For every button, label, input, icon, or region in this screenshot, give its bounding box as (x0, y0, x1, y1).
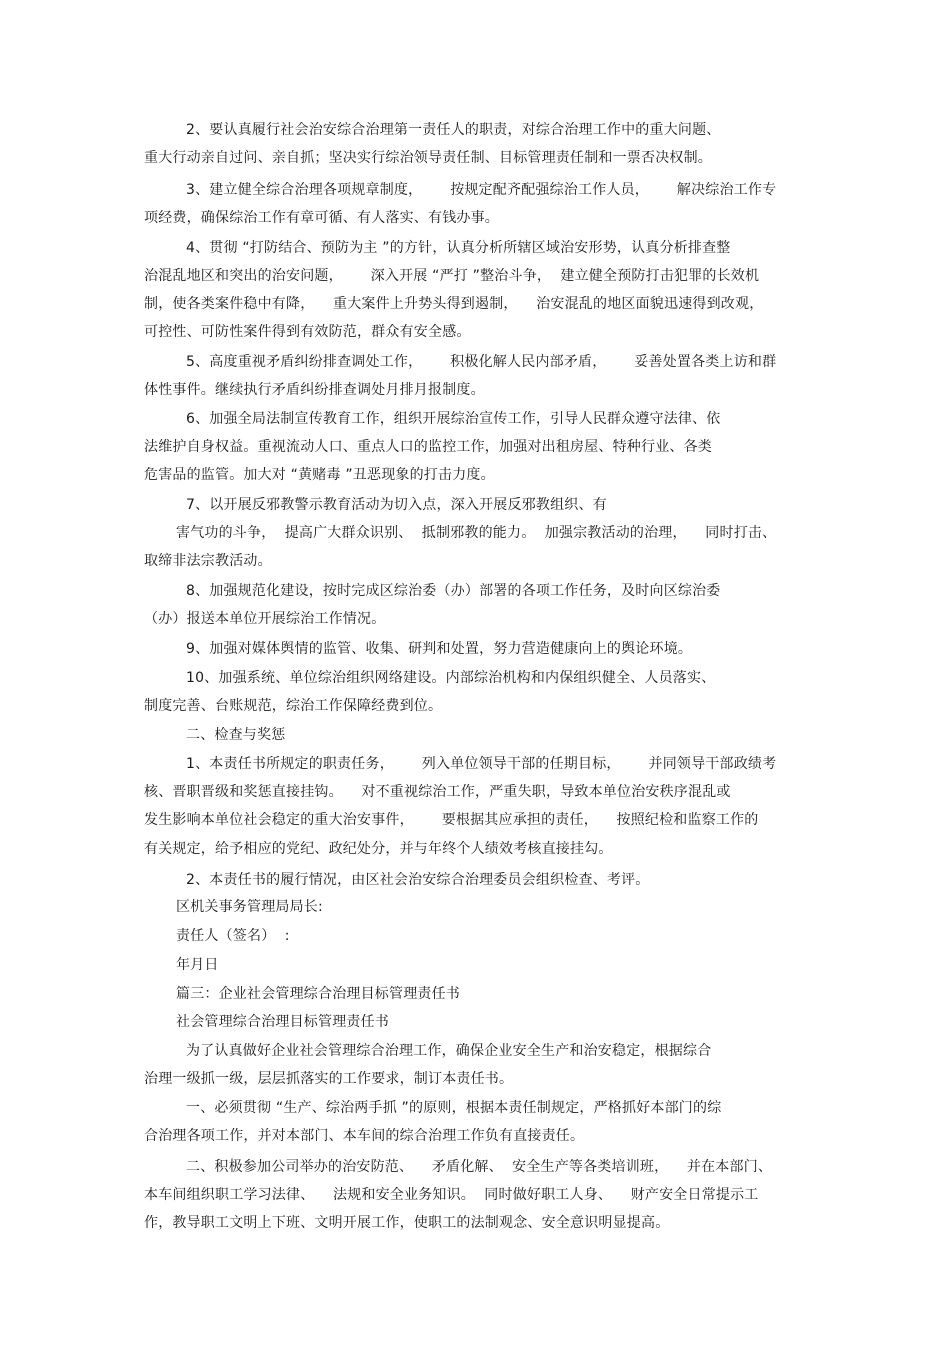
text-line: 4、贯彻 “打防结合、预防为主 ”的方针，认真分析所辖区域治安形势，认真分析排查整 (186, 240, 731, 256)
text-line: 危害品的监管。加大对 “黄赌毒 ”丑恶现象的打击力度。 (144, 467, 495, 483)
document-title: 社会管理综合治理目标管理责任书 (176, 1014, 389, 1030)
text-line: 制，使各类案件稳中有降， 重大案件上升势头得到遏制， 治安混乱的地区面貌迅速得到改观， (144, 296, 764, 312)
text-line: 治理一级抓一级，层层抓落实的工作要求，制订本责任书。 (144, 1071, 514, 1087)
text-line: 害气功的斗争， 提高广大群众识别、 抵制邪教的能力。 加强宗教活动的治理， 同时打击、 (176, 525, 777, 541)
text-line: 2、要认真履行社会治安综合治理第一责任人的职责，对综合治理工作中的重大问题、 (186, 122, 721, 138)
text-line: 本车间组织职工学习法律、 法规和安全业务知识。 同时做好职工人身、 财产安全日常提示工 (144, 1187, 759, 1203)
text-line: 作，教导职工文明上下班、文明开展工作，使职工的法制观念、安全意识明显提高。 (144, 1215, 670, 1231)
text-line: 法维护自身权益。重视流动人口、重点人口的监控工作，加强对出租房屋、特种行业、各类 (144, 439, 712, 455)
text-line: 2、本责任书的履行情况，由区社会治安综合治理委员会组织检查、考评。 (186, 872, 650, 888)
text-line: 6、加强全局法制宣传教育工作，组织开展综治宣传工作，引导人民群众遵守法律、依 (186, 411, 721, 427)
text-line: 1、本责任书所规定的职责任务， 列入单位领导干部的任期目标， 并同领导干部政绩考 (186, 756, 777, 772)
text-line: 3、建立健全综合治理各项规章制度， 按规定配齐配强综治工作人员， 解决综治工作专 (186, 182, 777, 198)
text-line: 治混乱地区和突出的治安问题， 深入开展 “严打 ”整治斗争， 建立健全预防打击犯罪的长效机 (144, 268, 760, 284)
date-label: 年月日 (176, 957, 219, 973)
section-title: 篇三：企业社会管理综合治理目标管理责任书 (176, 986, 460, 1002)
text-line: 5、高度重视矛盾纠纷排查调处工作， 积极化解人民内部矛盾， 妥善处置各类上访和群 (186, 354, 777, 370)
text-line: （办）报送本单位开展综治工作情况。 (144, 611, 386, 627)
text-line: 二、积极参加公司举办的治安防范、 矛盾化解、 安全生产等各类培训班， 并在本部门、 (186, 1159, 773, 1175)
text-line: 制度完善、台账规范，综治工作保障经费到位。 (144, 698, 443, 714)
text-line: 重大行动亲自过问、亲自抓；坚决实行综治领导责任制、目标管理责任制和一票否决权制。 (144, 150, 712, 166)
text-line: 为了认真做好企业社会管理综合治理工作，确保企业安全生产和治安稳定，根据综合 (186, 1043, 712, 1059)
section-heading: 二、检查与奖惩 (186, 727, 286, 743)
text-line: 10、加强系统、单位综治组织网络建设。内部综治机构和内保组织健全、人员落实、 (186, 670, 716, 686)
text-line: 9、加强对媒体舆情的监管、收集、研判和处置，努力营造健康向上的舆论环境。 (186, 641, 693, 657)
signature-label: 区机关事务管理局局长: (176, 899, 323, 915)
text-line: 项经费，确保综治工作有章可循、有人落实、有钱办事。 (144, 210, 499, 226)
text-line: 核、晋职晋级和奖惩直接挂钩。 对不重视综治工作，严重失职，导致本单位治安秩序混乱或 (144, 784, 731, 800)
text-line: 体性事件。继续执行矛盾纠纷排查调处月排月报制度。 (144, 382, 485, 398)
text-line: 8、加强规范化建设，按时完成区综治委（办）部署的各项工作任务，及时向区综治委 (186, 583, 721, 599)
text-line: 可控性、可防性案件得到有效防范，群众有安全感。 (144, 324, 471, 340)
text-line: 合治理各项工作，并对本部门、本车间的综合治理工作负有直接责任。 (144, 1128, 585, 1144)
text-line: 发生影响本单位社会稳定的重大治安事件， 要根据其应承担的责任， 按照纪检和监察工作的 (144, 812, 759, 828)
text-line: 一、必须贯彻 “生产、综治两手抓 ”的原则，根据本责任制规定，严格抓好本部门的综 (186, 1100, 722, 1116)
text-line: 取缔非法宗教活动。 (144, 553, 272, 569)
text-line: 7、以开展反邪教警示教育活动为切入点，深入开展反邪教组织、有 (186, 497, 607, 513)
signature-label: 责任人（签名） : (176, 928, 290, 944)
text-line: 有关规定，给予相应的党纪、政纪处分，并与年终个人绩效考核直接挂勾。 (144, 841, 613, 857)
